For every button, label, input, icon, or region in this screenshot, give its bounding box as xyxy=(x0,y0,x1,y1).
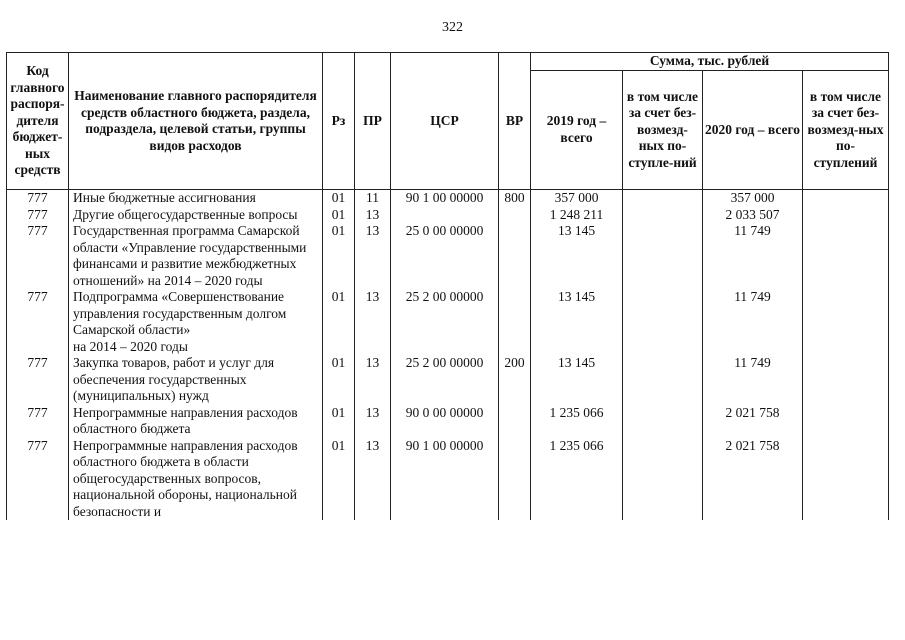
row-rz: 01 xyxy=(323,405,355,438)
row-2019-total: 13 145 xyxy=(531,355,623,405)
row-vr: 800 xyxy=(499,190,531,207)
row-pr: 13 xyxy=(355,207,391,224)
row-csr: 90 1 00 00000 xyxy=(391,438,499,521)
row-rz: 01 xyxy=(323,190,355,207)
row-2019-total: 13 145 xyxy=(531,289,623,355)
row-rz: 01 xyxy=(323,207,355,224)
row-csr: 90 0 00 00000 xyxy=(391,405,499,438)
header-2019-total: 2019 год – всего xyxy=(531,70,623,189)
row-kod: 777 xyxy=(7,289,69,355)
row-kod: 777 xyxy=(7,438,69,521)
row-2019-free xyxy=(623,223,703,289)
table-row xyxy=(7,207,889,224)
row-kod: 777 xyxy=(7,355,69,405)
row-2019-free xyxy=(623,289,703,355)
row-kod: 777 xyxy=(7,207,69,224)
row-2020-free xyxy=(803,190,889,207)
table-row xyxy=(7,223,889,289)
row-2019-total: 1 235 066 xyxy=(531,405,623,438)
row-pr: 13 xyxy=(355,355,391,405)
header-sum: Сумма, тыс. рублей xyxy=(531,53,889,71)
table-row xyxy=(7,289,889,355)
row-2020-total: 11 749 xyxy=(703,223,803,289)
row-2020-total: 11 749 xyxy=(703,289,803,355)
budget-table xyxy=(6,52,889,520)
row-2020-free xyxy=(803,207,889,224)
row-kod: 777 xyxy=(7,190,69,207)
row-2019-total: 357 000 xyxy=(531,190,623,207)
row-vr xyxy=(499,438,531,521)
row-2020-total: 2 033 507 xyxy=(703,207,803,224)
row-2019-free xyxy=(623,438,703,521)
row-name: Иные бюджетные ассигнования xyxy=(69,190,323,207)
row-name: Закупка товаров, работ и услуг для обеспечения государственных (муниципальных) нужд xyxy=(69,355,323,405)
row-2019-total: 13 145 xyxy=(531,223,623,289)
table-row xyxy=(7,438,889,521)
header-2020-free: в том числе за счет без-возмезд-ных по-ступлений xyxy=(803,70,889,189)
row-rz: 01 xyxy=(323,289,355,355)
row-kod: 777 xyxy=(7,405,69,438)
row-name: Подпрограмма «Совершенствование управления государственным долгом Самарской области» на 2014 – 2020 годы xyxy=(69,289,323,355)
row-2020-free xyxy=(803,405,889,438)
row-2019-total: 1 248 211 xyxy=(531,207,623,224)
row-rz: 01 xyxy=(323,223,355,289)
row-vr xyxy=(499,207,531,224)
row-pr: 13 xyxy=(355,405,391,438)
table-row xyxy=(7,355,889,405)
row-2020-free xyxy=(803,289,889,355)
row-rz: 01 xyxy=(323,438,355,521)
row-pr: 11 xyxy=(355,190,391,207)
row-name: Другие общегосударственные вопросы xyxy=(69,207,323,224)
row-2020-total: 11 749 xyxy=(703,355,803,405)
row-pr: 13 xyxy=(355,438,391,521)
header-rz: Рз xyxy=(323,53,355,190)
row-name: Государственная программа Самарской области «Управление государственными финансами и развитие межбюджетных отношений» на 2014 – 2020 годы xyxy=(69,223,323,289)
row-2019-free xyxy=(623,207,703,224)
row-name: Непрограммные направления расходов областного бюджета xyxy=(69,405,323,438)
row-kod: 777 xyxy=(7,223,69,289)
row-csr: 90 1 00 00000 xyxy=(391,190,499,207)
header-name: Наименование главного распорядителя средств областного бюджета, раздела, подраздела, целевой статьи, группы видов расходов xyxy=(69,53,323,190)
table-row xyxy=(7,405,889,438)
row-2020-total: 2 021 758 xyxy=(703,438,803,521)
row-2020-free xyxy=(803,223,889,289)
page-number: 322 xyxy=(442,20,463,35)
header-kod: Код главного распоря-дителя бюджет-ных средств xyxy=(7,53,69,190)
row-pr: 13 xyxy=(355,223,391,289)
header-2020-total: 2020 год – всего xyxy=(703,70,803,189)
header-2019-free: в том числе за счет без-возмезд-ных по-ступле-ний xyxy=(623,70,703,189)
row-vr xyxy=(499,223,531,289)
row-2019-free xyxy=(623,355,703,405)
row-2019-free xyxy=(623,190,703,207)
row-2019-total: 1 235 066 xyxy=(531,438,623,521)
row-name: Непрограммные направления расходов областного бюджета в области общегосударственных вопросов, национальной обороны, национальной безопасности и xyxy=(69,438,323,521)
row-vr: 200 xyxy=(499,355,531,405)
row-2020-free xyxy=(803,438,889,521)
row-pr: 13 xyxy=(355,289,391,355)
row-2019-free xyxy=(623,405,703,438)
row-csr: 25 2 00 00000 xyxy=(391,355,499,405)
row-rz: 01 xyxy=(323,355,355,405)
row-2020-free xyxy=(803,355,889,405)
row-2020-total: 2 021 758 xyxy=(703,405,803,438)
row-vr xyxy=(499,405,531,438)
row-csr: 25 0 00 00000 xyxy=(391,223,499,289)
table-row xyxy=(7,190,889,207)
row-csr xyxy=(391,207,499,224)
row-2020-total: 357 000 xyxy=(703,190,803,207)
row-vr xyxy=(499,289,531,355)
header-pr: ПР xyxy=(355,53,391,190)
row-csr: 25 2 00 00000 xyxy=(391,289,499,355)
header-vr: ВР xyxy=(499,53,531,190)
header-csr: ЦСР xyxy=(391,53,499,190)
